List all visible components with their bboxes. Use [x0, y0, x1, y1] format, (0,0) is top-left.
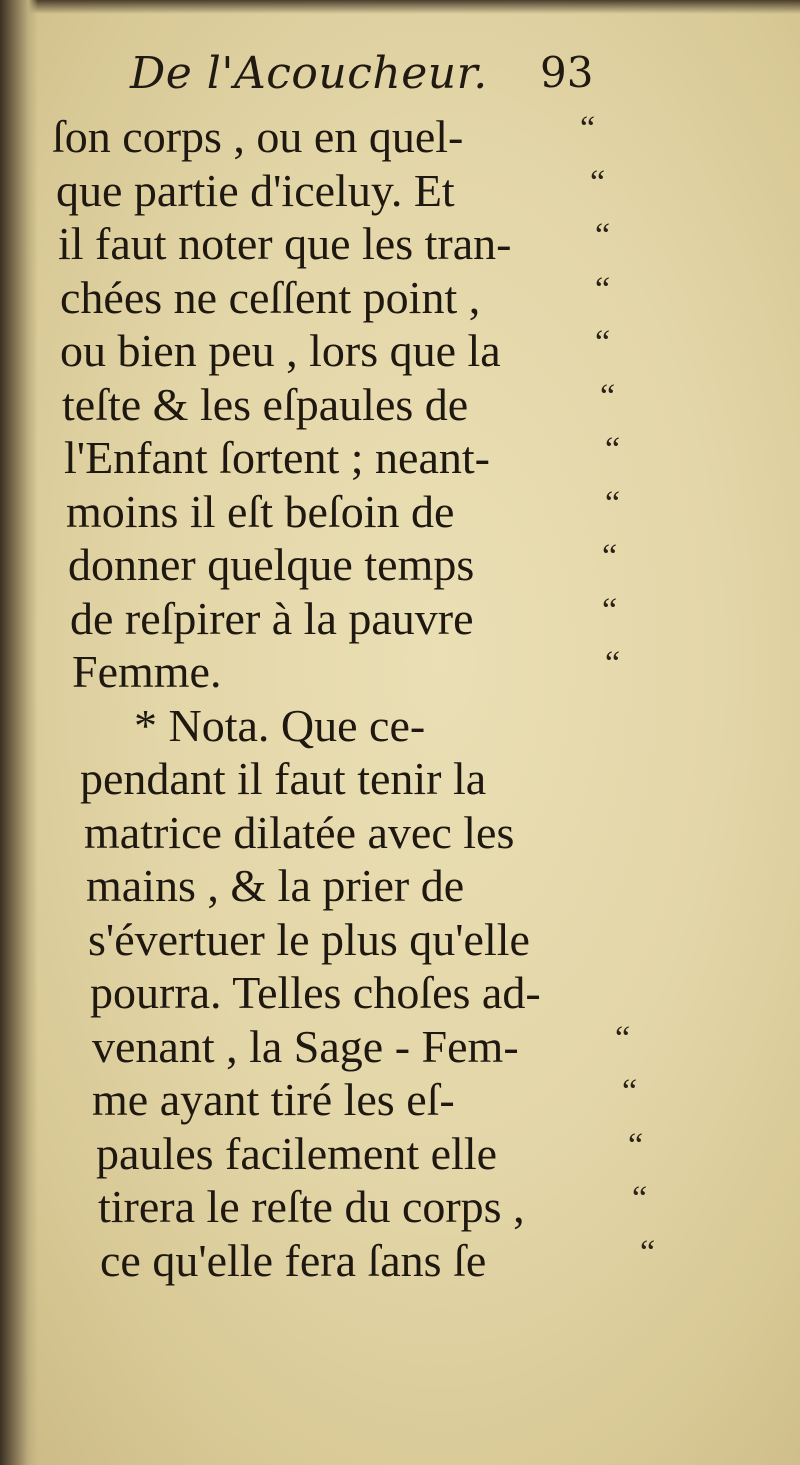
text-line-content: pourra. Telles choſes ad- — [90, 967, 541, 1018]
marginal-quote-mark: “ — [632, 1180, 648, 1217]
text-line — [100, 1234, 720, 1288]
text-line — [86, 859, 706, 913]
text-line-content: de reſpirer à la pauvre — [70, 592, 474, 644]
marginal-quote-mark: “ — [595, 217, 611, 254]
marginal-quote-mark: “ — [602, 591, 618, 629]
text-line — [96, 1127, 716, 1181]
text-line-content: s'évertuer le plus qu'elle — [88, 913, 530, 965]
marginal-quote-mark: “ — [595, 270, 611, 308]
text-line — [60, 324, 680, 378]
marginal-quote-mark: “ — [615, 1019, 631, 1057]
text-line-content: que partie d'iceluy. Et — [56, 164, 455, 216]
text-line — [84, 806, 704, 860]
text-line — [98, 1180, 718, 1234]
text-line — [72, 645, 692, 699]
text-line-content: pendant il faut tenir la — [80, 753, 487, 804]
text-line — [134, 699, 754, 753]
text-line — [80, 752, 700, 806]
marginal-quote-mark: “ — [622, 1073, 638, 1110]
marginal-quote-mark: “ — [605, 431, 621, 468]
text-line-content: * Nota. Que ce- — [134, 699, 426, 751]
marginal-quote-mark: “ — [595, 324, 611, 361]
page-number: 93 — [540, 48, 594, 97]
text-line-content: matrice dilatée avec les — [84, 806, 515, 858]
text-line — [66, 485, 686, 539]
text-line-content: ſon corps , ou en quel- — [52, 111, 464, 162]
text-line-content: l'Enfant ſortent ; neant- — [64, 432, 490, 483]
marginal-quote-mark: “ — [605, 484, 621, 522]
text-line — [88, 913, 708, 967]
text-line-content: teſte & les eſpaules de — [62, 378, 469, 430]
text-line-content: Femme. — [72, 646, 222, 697]
text-line-content: moins il eſt beſoin de — [66, 485, 455, 537]
text-line-content: ou bien peu , lors que la — [60, 325, 501, 376]
text-line-content: chées ne ceſſent point , — [60, 271, 481, 323]
text-line — [62, 378, 682, 432]
text-line-content: donner quelque temps — [68, 539, 475, 590]
text-line — [64, 431, 684, 485]
marginal-quote-mark: “ — [580, 110, 596, 147]
text-line-content: me ayant tiré les eſ- — [92, 1074, 455, 1125]
text-line-content: ce qu'elle fera ſans ſe — [100, 1234, 487, 1286]
text-line-content: venant , la Sage - Fem- — [92, 1020, 519, 1072]
marginal-quote-mark: “ — [590, 163, 606, 201]
top-shadow — [0, 0, 800, 14]
text-line-content: mains , & la prier de — [86, 860, 465, 911]
marginal-quote-mark: “ — [640, 1233, 656, 1271]
running-title: De l'Acoucheur. — [130, 48, 488, 99]
text-line — [56, 164, 676, 218]
page-header — [130, 48, 630, 108]
text-line — [52, 110, 672, 164]
text-line — [68, 538, 688, 592]
text-line — [58, 217, 678, 271]
text-line-content: il faut noter que les tran- — [58, 218, 512, 269]
text-line-content: paules facilement elle — [96, 1127, 498, 1179]
binding-gutter — [0, 0, 38, 1465]
text-line — [60, 271, 680, 325]
text-line — [92, 1020, 712, 1074]
text-line — [70, 592, 690, 646]
text-line — [92, 1073, 712, 1127]
marginal-quote-mark: “ — [628, 1126, 644, 1164]
marginal-quote-mark: “ — [605, 645, 621, 682]
marginal-quote-mark: “ — [602, 538, 618, 575]
marginal-quote-mark: “ — [600, 377, 616, 415]
text-line-content: tirera le reſte du corps , — [98, 1181, 525, 1232]
